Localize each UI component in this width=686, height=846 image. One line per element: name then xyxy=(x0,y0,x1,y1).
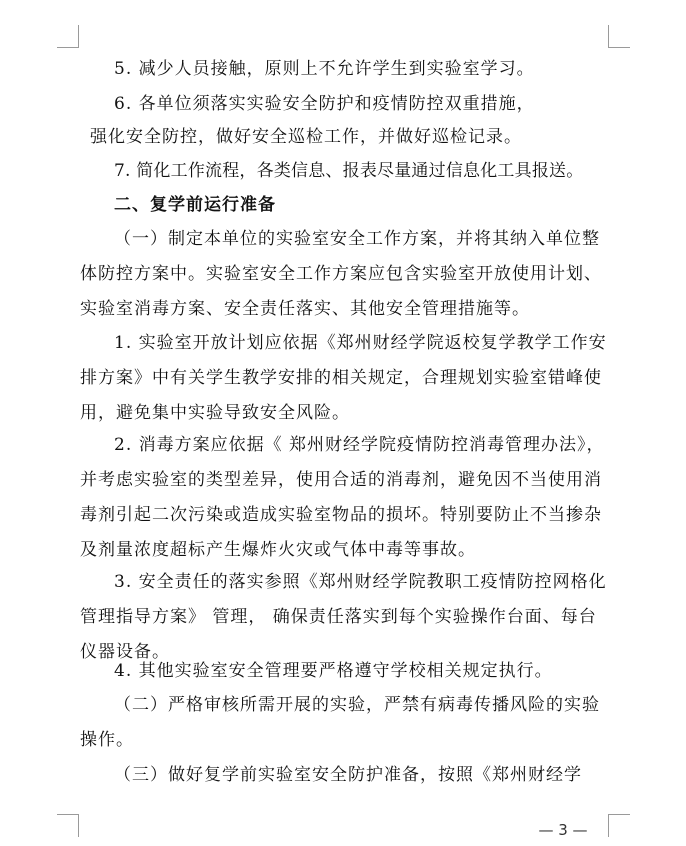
paragraph-item-1: 1. 实验室开放计划应依据《郑州财经学院返校复学教学工作安排方案》中有关学生教学安排的相关规定，合理规划实验室错峰使用，避免集中实验导致安全风险。 xyxy=(80,333,607,423)
crop-mark-bottom-left-h xyxy=(57,814,79,815)
paragraph-item-6: 6. 各单位须落实实验安全防护和疫情防控双重措施， xyxy=(114,94,535,114)
page-number: — 3 — xyxy=(538,821,588,839)
crop-mark-top-right-h xyxy=(608,47,630,48)
crop-mark-top-left-v xyxy=(78,25,79,48)
crop-mark-bottom-right-h xyxy=(608,814,630,815)
paragraph-item-2: 2. 消毒方案应依据《 郑州财经学院疫情防控消毒管理办法》，并考虑实验室的类型差异，使用合适的消毒剂，避免因不当使用消毒剂引起二次污染或造成实验室物品的损坏。特别要防止不当掺杂及剂量浓度超标产生爆炸火灾或气体中毒等事故。 xyxy=(80,435,605,560)
paragraph-item-3: 3. 安全责任的落实参照《郑州财经学院教职工疫情防控网格化管理指导方案》 管理， 确保责任落实到每个实验操作台面、每台仪器设备。 xyxy=(80,572,607,662)
crop-mark-top-right-v xyxy=(608,25,609,48)
paragraph-item-6-continued: 强化安全防控，做好安全巡检工作，并做好巡检记录。 xyxy=(90,127,522,147)
paragraph-section-2: （二）严格审核所需开展的实验，严禁有病毒传播风险的实验操作。 xyxy=(80,695,600,750)
crop-mark-top-left-h xyxy=(57,47,79,48)
paragraph-item-4: 4. 其他实验室安全管理要严格遵守学校相关规定执行。 xyxy=(114,661,553,681)
paragraph-item-7: 7. 简化工作流程，各类信息、报表尽量通过信息化工具报送。 xyxy=(114,161,584,181)
crop-mark-bottom-left-v xyxy=(78,814,79,837)
paragraph-section-3: （三）做好复学前实验室安全防护准备，按照《郑州财经学 xyxy=(114,765,582,785)
paragraph-item-5: 5. 减少人员接触，原则上不允许学生到实验室学习。 xyxy=(114,59,535,79)
paragraph-section-1: （一）制定本单位的实验室安全工作方案，并将其纳入单位整体防控方案中。实验室安全工作方案应包含实验室开放使用计划、实验室消毒方案、安全责任落实、其他安全管理措施等。 xyxy=(80,229,602,319)
section-heading: 二、复学前运行准备 xyxy=(114,195,276,215)
crop-mark-bottom-right-v xyxy=(608,814,609,837)
